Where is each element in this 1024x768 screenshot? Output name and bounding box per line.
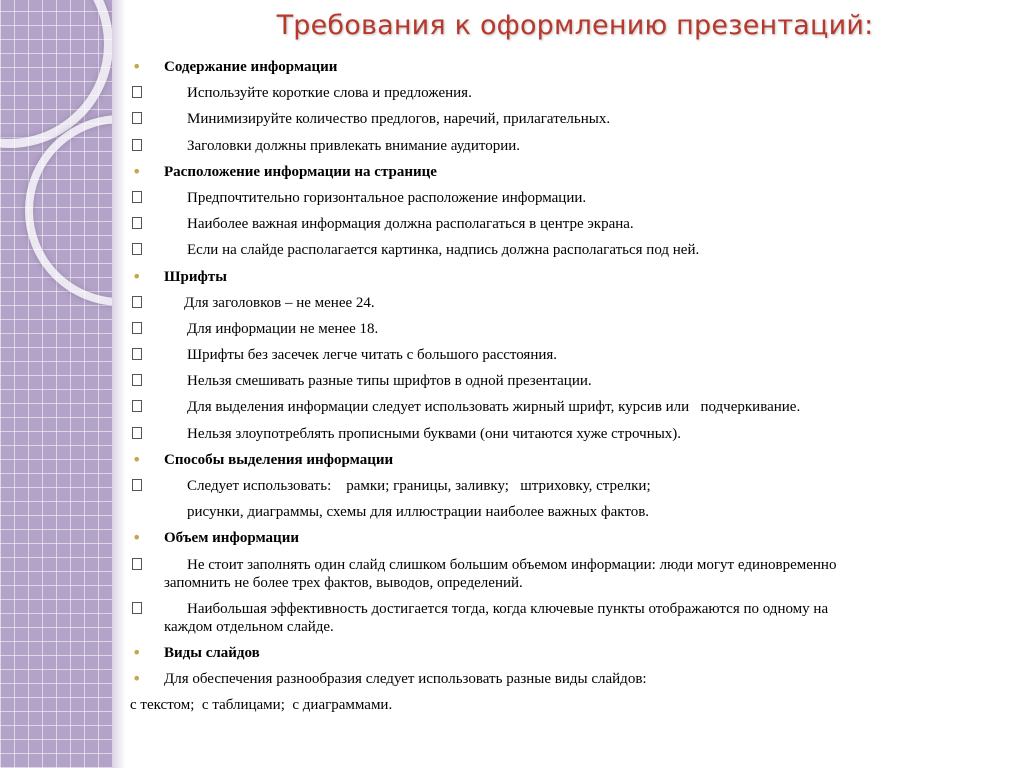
list-item-text-line2: каждом отдельном слайде. [164,618,334,635]
list-item [130,398,1010,416]
list-item [130,477,1010,495]
section-heading [130,268,1010,286]
list-item [130,346,1010,364]
list-item [130,556,1010,592]
section-heading-text: Расположение информации на странице [164,163,437,180]
list-item-text: Заголовки должны привлекать внимание аудитории. [187,137,521,154]
list-item-continuation [130,503,1010,521]
list-item-text-line1: Не стоит заполнять один слайд слишком большим объемом информации: люди могут единовременно [187,556,837,573]
section-heading-text: Виды слайдов [164,644,260,661]
checkbox-bullet-icon [132,217,142,229]
list-item-text: Используйте короткие слова и предложения. [187,85,472,102]
list-item-text: Для выделения информации следует использовать жирный шрифт, курсив или подчеркивание. [187,399,801,416]
list-item [130,84,1010,102]
checkbox-bullet-icon [132,322,142,334]
bullet-dot-icon: • [132,528,142,548]
plain-text: с текстом; с таблицами; с диаграммами. [130,697,393,714]
checkbox-bullet-icon [132,191,142,203]
checkbox-bullet-icon [132,348,142,360]
list-item-text: Минимизируйте количество предлогов, наречий, прилагательных. [187,111,611,128]
list-item-text: Для информации не менее 18. [187,320,379,337]
list-item-text: Шрифты без засечек легче читать с большого расстояния. [187,347,558,364]
checkbox-bullet-icon [132,400,142,412]
checkbox-bullet-icon [132,296,142,308]
checkbox-bullet-icon [132,243,142,255]
list-item-text: Следует использовать: рамки; границы, заливку; штриховку, стрелки; [187,478,651,494]
slide-title: Требования к оформлению презентаций: [276,10,874,41]
list-item [130,241,1010,259]
bullet-dot-icon: • [132,57,142,76]
list-item [130,320,1010,338]
checkbox-bullet-icon [132,86,142,98]
slide-content [130,58,1010,723]
section-heading [130,163,1010,181]
sidebar-shadow [112,0,126,768]
bullet-dot-icon: • [132,642,142,662]
list-item-text-line2: запомнить не более трех фактов, выводов, определений. [164,574,523,591]
list-item [130,137,1010,155]
list-item [130,600,1010,636]
bullet-dot-icon: • [132,669,142,689]
checkbox-bullet-icon [132,112,142,124]
checkbox-bullet-icon [132,139,142,151]
list-item [130,110,1010,128]
section-heading-text: Содержание информации [164,59,338,75]
bullet-dot-icon: • [132,266,142,286]
section-heading-text: Способы выделения информации [164,451,394,468]
section-heading-text: Шрифты [164,268,227,285]
list-item [130,189,1010,207]
section-heading [130,58,1010,76]
section-heading-text: Объем информации [164,530,299,547]
bullet-dot-icon: • [132,449,142,469]
checkbox-bullet-icon [132,374,142,386]
list-item [130,670,1010,688]
list-item-text: Если на слайде располагается картинка, надпись должна располагаться под ней. [187,242,700,259]
checkbox-bullet-icon [132,479,142,491]
list-item-text: Для обеспечения разнообразия следует использовать разные виды слайдов: [164,671,647,688]
checkbox-bullet-icon [132,558,142,570]
list-item-text-line1: Наибольшая эффективность достигается тогда, когда ключевые пункты отображаются по одному на [187,600,829,617]
decorative-sidebar [0,0,112,768]
list-item [130,294,1010,312]
list-item [130,215,1010,233]
list-item-text: Нельзя злоупотреблять прописными буквами (они читаются хуже строчных). [187,425,682,442]
section-heading [130,529,1010,547]
list-item-text: Нельзя смешивать разные типы шрифтов в одной презентации. [187,373,592,390]
list-item-text: рисунки, диаграммы, схемы для иллюстрации наиболее важных фактов. [187,504,650,521]
list-item-text: Для заголовков – не менее 24. [184,294,375,311]
checkbox-bullet-icon [132,427,142,439]
list-item [130,372,1010,390]
list-item-text: Наиболее важная информация должна располагаться в центре экрана. [187,216,634,233]
list-item [130,425,1010,443]
checkbox-bullet-icon [132,602,142,614]
section-heading [130,451,1010,469]
section-heading [130,644,1010,662]
list-item-text: Предпочтительно горизонтальное расположение информации. [187,189,587,206]
plain-text-line [130,696,1010,714]
bullet-dot-icon: • [132,161,142,181]
